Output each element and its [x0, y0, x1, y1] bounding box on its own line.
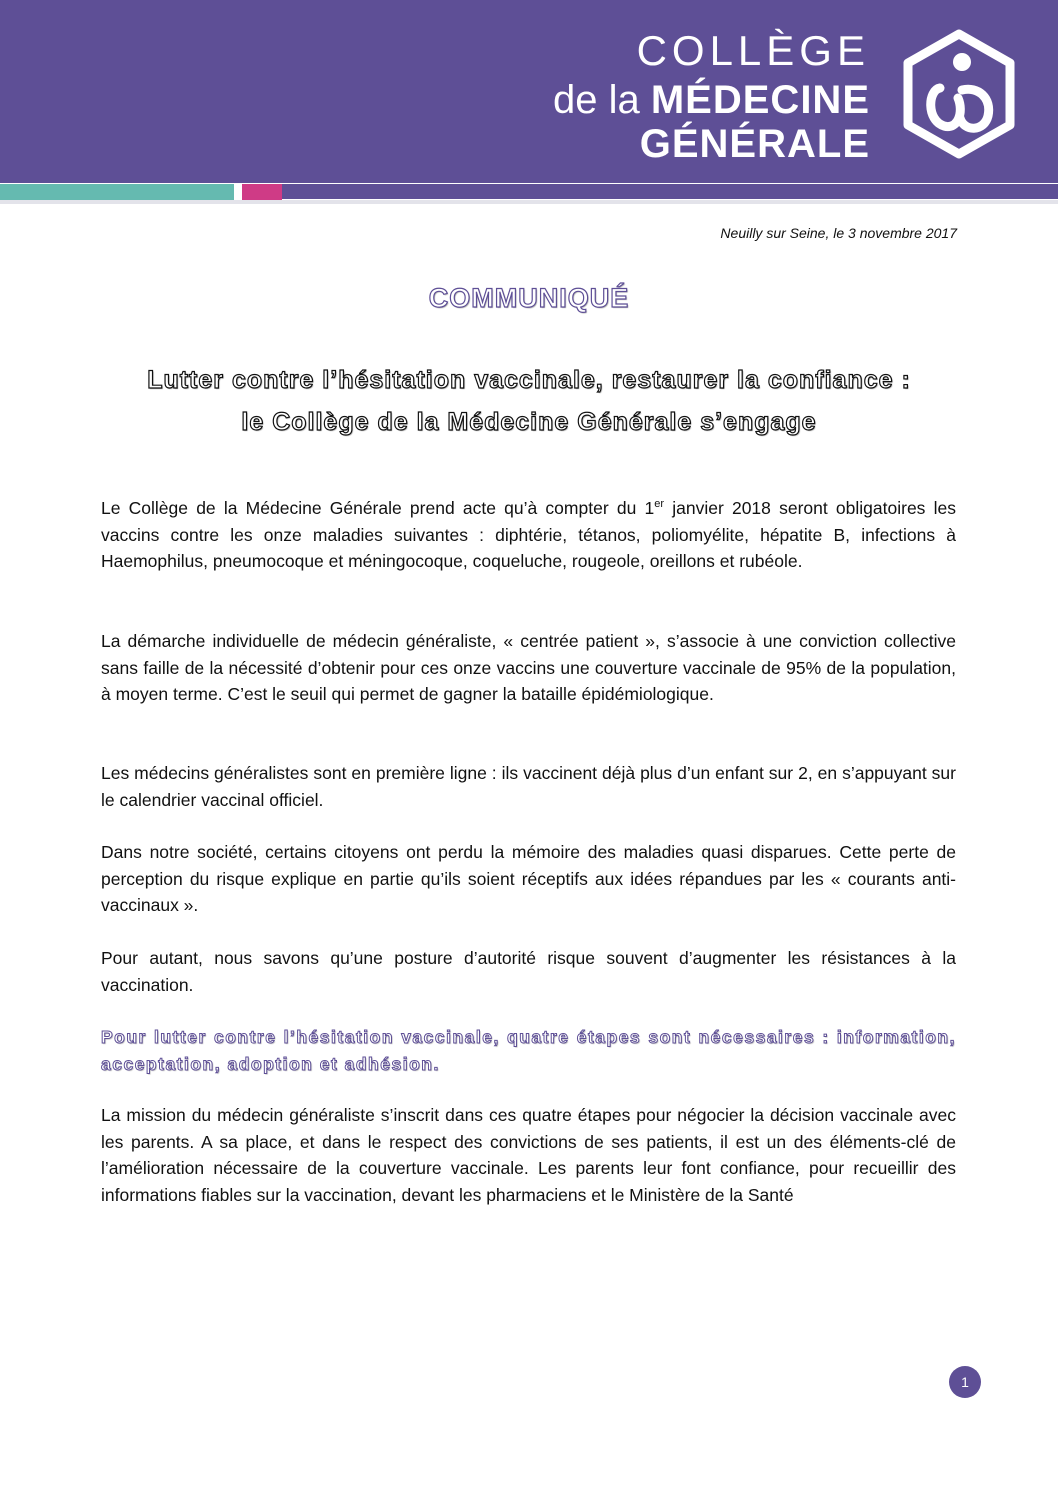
- paragraph-5: Pour autant, nous savons qu’une posture d’autorité risque souvent d’augmenter les résistances à la vaccination.: [101, 948, 956, 995]
- dateline: Neuilly sur Seine, le 3 novembre 2017: [720, 225, 957, 241]
- paragraph-6: La mission du médecin généraliste s’inscrit dans ces quatre étapes pour négocier la décision vaccinale avec les parents. A sa place, et dans le respect des convictions de ses patients, il est un des éléments-clé de l’amélioration nécessaire de la couverture vaccinale. Les parents leur font confiance, pour recueillir des informations fiables sur la vaccination, devant les pharmaciens et le Ministère de la Santé: [101, 1105, 956, 1205]
- ordinal-superscript: er: [654, 498, 665, 510]
- page-number-badge: 1: [949, 1366, 981, 1398]
- college-logo-icon: [900, 28, 1018, 160]
- logo-medecine: MÉDECINE: [650, 78, 870, 122]
- paragraph-1-end: janvier 2018 seront obligatoires les vaccins contre les onze maladies suivantes : diphtérie, tétanos, poliomyélite, hépatite B, infections à Haemophilus, pneumocoque et méningocoque, coqueluche, rougeole, oreillons et rubéole.: [101, 498, 956, 571]
- paragraph-3: Les médecins généralistes sont en première ligne : ils vaccinent déjà plus d’un enfant sur 2, en s’appuyant sur le calendrier vaccinal officiel.: [101, 763, 956, 810]
- accent-stripe-purple: [282, 184, 1058, 199]
- stripe-shadow: [0, 200, 1058, 204]
- logo-line-medecine: [553, 80, 870, 120]
- paragraph-4: Dans notre société, certains citoyens ont perdu la mémoire des maladies quasi disparues. Cette perte de perception du risque explique en partie qu’ils soient réceptifs aux idées répandues par les « courants anti-vaccinaux ».: [101, 842, 956, 915]
- subtitle-line-1: Lutter contre l’hésitation vaccinale, restaurer la confiance :: [147, 366, 911, 394]
- page-title: COMMUNIQUÉ: [428, 283, 630, 313]
- header-banner: [0, 0, 1058, 183]
- accent-stripe-pink: [242, 184, 282, 201]
- paragraph-1-start: Le Collège de la Médecine Générale prend acte qu’à compter du 1: [101, 498, 655, 518]
- highlight-statement: Pour lutter contre l’hésitation vaccinale, quatre étapes sont nécessaires : information, acceptation, adoption et adhésion.: [101, 1027, 956, 1074]
- logo-line-generale: GÉNÉRALE: [639, 122, 870, 166]
- paragraph-1: [101, 495, 956, 575]
- paragraph-2: La démarche individuelle de médecin généraliste, « centrée patient », s’associe à une conviction collective sans faille de la nécessité d’obtenir pour ces onze vaccins une couverture vaccinale de 95% de la population, à moyen terme. C’est le seuil qui permet de gagner la bataille épidémiologique.: [101, 631, 956, 704]
- subtitle-line-2: le Collège de la Médecine Générale s’engage: [241, 408, 817, 436]
- logo-de-la: de la: [552, 78, 640, 122]
- logo-line-college: COLLÈGE: [636, 27, 870, 74]
- accent-stripe-teal: [0, 184, 234, 201]
